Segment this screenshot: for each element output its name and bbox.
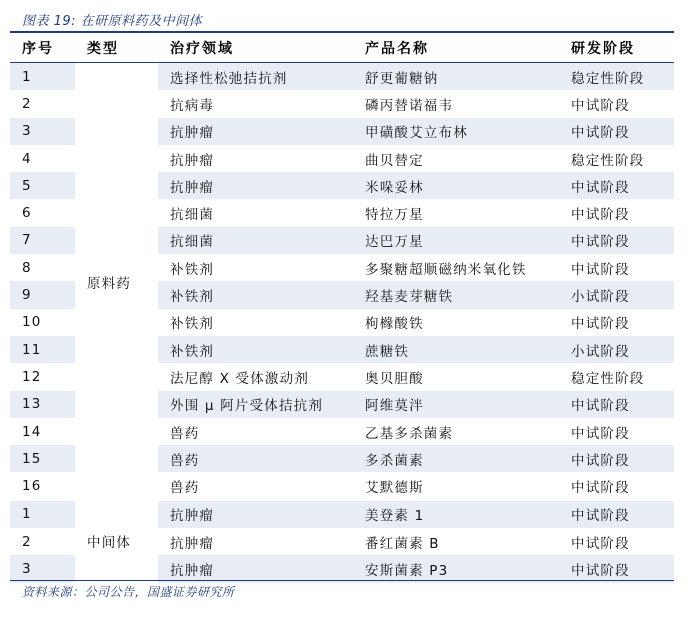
cell-stage: 中试阶段	[559, 227, 674, 254]
cell-no: 5	[10, 172, 75, 199]
cell-product: 安斯菌素 P3	[353, 555, 559, 582]
cell-product: 特拉万星	[365, 207, 424, 224]
cell-stage: 中试阶段	[571, 480, 630, 497]
source-note: 资料来源：公司公告，国盛证券研究所	[22, 585, 235, 599]
cell-stage: 中试阶段	[559, 391, 674, 418]
cell-area: 兽药	[170, 480, 200, 497]
cell-product: 乙基多杀菌素	[365, 425, 454, 442]
cell-area: 抗肿瘤	[158, 555, 353, 582]
cell-no: 3	[10, 118, 75, 145]
bottom-rule	[10, 580, 674, 581]
table-body	[10, 63, 674, 583]
cell-product: 磷丙替诺福韦	[365, 97, 454, 114]
cell-product: 奥贝胆酸	[365, 370, 424, 387]
cell-product: 多聚糖超顺磁纳米氧化铁	[365, 261, 527, 278]
cell-area: 抗细菌	[158, 227, 353, 254]
cell-stage: 中试阶段	[571, 535, 630, 552]
cell-no: 12	[22, 368, 42, 385]
table-header-row	[10, 34, 674, 63]
cell-stage: 稳定性阶段	[571, 152, 645, 169]
cell-area: 兽药	[158, 445, 353, 472]
cell-no: 11	[10, 336, 75, 363]
cell-type: 原料药	[75, 63, 158, 501]
cell-stage: 中试阶段	[559, 118, 674, 145]
header-no: 序号	[10, 34, 75, 63]
cell-product: 达巴万星	[353, 227, 559, 254]
cell-area: 补铁剂	[158, 281, 353, 308]
cell-area: 抗肿瘤	[158, 500, 353, 528]
cell-no: 15	[10, 445, 75, 472]
cell-product: 艾默德斯	[365, 480, 424, 497]
cell-product: 蔗糖铁	[353, 336, 559, 363]
cell-product: 米哚妥林	[353, 172, 559, 199]
cell-stage: 中试阶段	[559, 172, 674, 199]
cell-product: 多杀菌素	[353, 445, 559, 472]
cell-area: 抗肿瘤	[158, 172, 353, 199]
cell-product: 阿维莫泮	[353, 391, 559, 418]
cell-no: 16	[22, 478, 42, 495]
cell-stage: 中试阶段	[571, 425, 630, 442]
cell-type: 中间体	[75, 500, 158, 582]
figure-title: 图表 19: 在研原料药及中间体	[22, 14, 203, 29]
cell-stage: 中试阶段	[559, 445, 674, 472]
cell-no: 3	[10, 555, 75, 582]
cell-stage: 中试阶段	[559, 500, 674, 528]
header-area: 治疗领域	[158, 34, 353, 63]
top-rule	[10, 31, 674, 33]
cell-product: 美登素 1	[353, 500, 559, 528]
cell-no: 6	[22, 205, 32, 222]
cell-area: 兽药	[170, 425, 200, 442]
cell-stage: 小试阶段	[559, 336, 674, 363]
cell-no: 1	[10, 63, 75, 91]
cell-product: 舒更葡糖钠	[353, 63, 559, 91]
cell-area: 抗细菌	[170, 207, 215, 224]
cell-area: 抗肿瘤	[170, 535, 215, 552]
cell-stage: 稳定性阶段	[559, 63, 674, 91]
cell-no: 8	[22, 259, 32, 276]
cell-area: 补铁剂	[170, 261, 215, 278]
cell-area: 外围 μ 阿片受体拮抗剂	[158, 391, 353, 418]
cell-no: 13	[10, 391, 75, 418]
cell-no: 2	[22, 533, 32, 550]
pipeline-table	[10, 34, 674, 583]
cell-stage: 中试阶段	[571, 316, 630, 333]
cell-no: 14	[22, 423, 42, 440]
cell-area: 抗肿瘤	[170, 152, 215, 169]
cell-product: 曲贝替定	[365, 152, 424, 169]
cell-no: 10	[22, 314, 42, 331]
table-row	[10, 500, 674, 528]
header-stage: 研发阶段	[559, 34, 674, 63]
cell-no: 2	[22, 95, 32, 112]
cell-no: 4	[22, 150, 32, 167]
cell-stage: 中试阶段	[571, 261, 630, 278]
table-row	[10, 63, 674, 91]
header-type: 类型	[75, 34, 158, 63]
cell-area: 补铁剂	[170, 316, 215, 333]
cell-area: 补铁剂	[158, 336, 353, 363]
cell-area: 选择性松弛拮抗剂	[158, 63, 353, 91]
cell-product: 羟基麦芽糖铁	[353, 281, 559, 308]
cell-area: 法尼醇 X 受体激动剂	[170, 370, 310, 387]
cell-product: 甲磺酸艾立布林	[353, 118, 559, 145]
cell-stage: 中试阶段	[571, 97, 630, 114]
cell-product: 番红菌素 B	[365, 535, 440, 552]
cell-product: 枸橼酸铁	[365, 316, 424, 333]
cell-stage: 中试阶段	[571, 207, 630, 224]
cell-no: 1	[10, 500, 75, 528]
cell-area: 抗肿瘤	[158, 118, 353, 145]
cell-stage: 小试阶段	[559, 281, 674, 308]
header-product: 产品名称	[353, 34, 559, 63]
cell-no: 7	[10, 227, 75, 254]
cell-no: 9	[10, 281, 75, 308]
cell-stage: 稳定性阶段	[571, 370, 645, 387]
cell-stage: 中试阶段	[559, 555, 674, 582]
cell-area: 抗病毒	[170, 97, 215, 114]
